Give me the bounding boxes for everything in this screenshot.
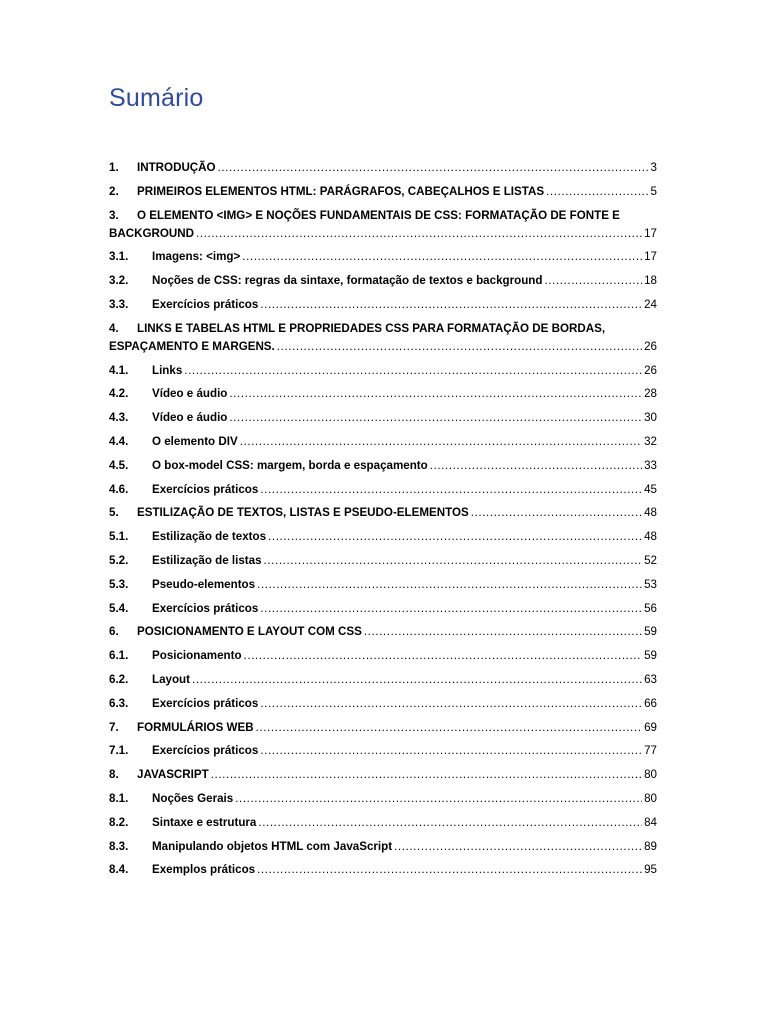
toc-entry-title: PRIMEIROS ELEMENTOS HTML: PARÁGRAFOS, CABEÇALHOS E LISTAS <box>137 184 545 198</box>
toc-entry[interactable] <box>109 623 657 641</box>
toc-entry-page: 45 <box>644 482 657 496</box>
toc-entry-title: Links <box>152 363 183 377</box>
toc-entry-page: 28 <box>644 387 657 401</box>
dot-leader <box>430 457 642 475</box>
toc-entry-page: 32 <box>644 434 657 448</box>
dot-leader <box>256 719 643 737</box>
toc-entry-page: 63 <box>644 672 657 686</box>
toc-entry-page: 66 <box>644 696 657 710</box>
toc-entry[interactable] <box>109 320 657 356</box>
toc-entry-page: 59 <box>644 625 657 639</box>
dot-leader <box>184 362 642 380</box>
dot-leader <box>229 409 642 427</box>
toc-entry-number: 3.3. <box>109 297 129 311</box>
toc-entry-title: Estilização de listas <box>152 553 262 567</box>
toc-entry-number: 5.4. <box>109 601 129 615</box>
toc-entry[interactable] <box>109 814 657 832</box>
dot-leader <box>258 814 642 832</box>
toc-entry-number: 8. <box>109 768 119 782</box>
toc-entry-number: 1. <box>109 161 119 174</box>
dot-leader <box>260 600 642 618</box>
toc-entry-page: 56 <box>644 601 657 615</box>
toc-entry[interactable] <box>109 766 657 784</box>
toc-entry-title: FORMULÁRIOS WEB <box>137 720 254 734</box>
toc-entry-number: 6.1. <box>109 649 129 663</box>
toc-entry[interactable] <box>109 159 657 177</box>
toc-entry-number: 3.1. <box>109 250 129 264</box>
toc-entry[interactable] <box>109 528 657 546</box>
toc-entry-title: Exercícios práticos <box>152 482 259 496</box>
toc-entry-page: 17 <box>644 250 657 264</box>
toc-entry[interactable] <box>109 207 657 243</box>
dot-leader <box>257 861 642 879</box>
toc-entry-title: Exercícios práticos <box>152 297 259 311</box>
toc-entry-page: 80 <box>644 791 657 805</box>
toc-entry-number: 6.2. <box>109 672 129 686</box>
toc-entry-number: 5.2. <box>109 553 129 567</box>
toc-entry-page: 48 <box>644 506 657 520</box>
toc-entry-page: 89 <box>644 839 657 853</box>
toc-title: Sumário <box>109 84 204 112</box>
dot-leader <box>364 623 642 641</box>
toc-entry-page: 95 <box>644 863 657 877</box>
toc-entry-title-continued: BACKGROUND <box>109 226 195 240</box>
toc-entry[interactable] <box>109 576 657 594</box>
toc-entry-page: 33 <box>644 458 657 472</box>
toc-entry-title: Vídeo e áudio <box>152 411 228 425</box>
toc-entry-title-continued: ESPAÇAMENTO E MARGENS. <box>109 339 275 353</box>
toc-entry-title: Posicionamento <box>152 649 242 663</box>
toc-entry[interactable] <box>109 695 657 713</box>
dot-leader <box>544 272 642 290</box>
toc-entry-title: LINKS E TABELAS HTML E PROPRIEDADES CSS PARA FORMATAÇÃO DE BORDAS, <box>137 321 606 335</box>
toc-entry-page: 77 <box>644 744 657 758</box>
toc-entry-number: 7. <box>109 720 119 734</box>
toc-entry-number: 8.1. <box>109 791 129 805</box>
dot-leader <box>546 183 648 201</box>
toc-entry-title: O box-model CSS: margem, borda e espaçamento <box>152 458 428 472</box>
toc-entry-number: 4.2. <box>109 387 129 401</box>
toc-entry-page: 48 <box>644 530 657 544</box>
toc-entry[interactable] <box>109 600 657 618</box>
toc-entry-number: 7.1. <box>109 744 129 758</box>
toc-entry-number: 2. <box>109 184 119 198</box>
toc-entry[interactable] <box>109 552 657 570</box>
dot-leader <box>471 504 642 522</box>
toc-entry-number: 6.3. <box>109 696 129 710</box>
dot-leader <box>260 481 642 499</box>
toc-entry[interactable] <box>109 742 657 760</box>
toc-entry-title: Sintaxe e estrutura <box>152 815 257 829</box>
toc-entry[interactable] <box>109 504 657 522</box>
toc-entry-title: Exercícios práticos <box>152 744 259 758</box>
toc-entry[interactable] <box>109 481 657 499</box>
toc-entry-title: Estilização de textos <box>152 530 267 544</box>
toc-entry[interactable] <box>109 790 657 808</box>
dot-leader <box>260 695 642 713</box>
toc-entry-page: 26 <box>644 339 657 353</box>
toc-entry-number: 8.2. <box>109 815 129 829</box>
toc-entry-title: Imagens: <img> <box>152 250 241 264</box>
toc-entry-page: 17 <box>644 226 657 240</box>
toc-entry-title: Layout <box>152 672 191 686</box>
dot-leader <box>192 671 642 689</box>
toc-entry-number: 5. <box>109 506 119 520</box>
dot-leader <box>264 552 643 570</box>
toc-entry-page: 59 <box>644 649 657 663</box>
toc-entry-number: 4. <box>109 321 119 335</box>
toc-entry-page: 52 <box>644 553 657 567</box>
toc-entry[interactable] <box>109 183 657 201</box>
toc-entry[interactable] <box>109 671 657 689</box>
dot-leader <box>196 225 642 243</box>
toc-entry-page: 53 <box>644 577 657 591</box>
toc-entry-number: 4.3. <box>109 411 129 425</box>
toc-entry[interactable] <box>109 272 657 290</box>
dot-leader <box>242 248 642 266</box>
toc-entry-page: 26 <box>644 363 657 377</box>
toc-entry-number: 8.4. <box>109 863 129 877</box>
dot-leader <box>240 433 642 451</box>
toc-entry[interactable] <box>109 433 657 451</box>
dot-leader <box>235 790 642 808</box>
toc-entry-title: Noções de CSS: regras da sintaxe, formatação de textos e background <box>152 274 543 288</box>
toc-entry-number: 5.3. <box>109 577 129 591</box>
toc-entry[interactable] <box>109 248 657 266</box>
toc-entry-page: 30 <box>644 411 657 425</box>
toc-entry-number: 3. <box>109 208 119 222</box>
table-of-contents <box>109 159 659 885</box>
dot-leader <box>244 647 643 665</box>
toc-entry[interactable] <box>109 457 657 475</box>
toc-entry[interactable] <box>109 385 657 403</box>
toc-entry-title: Exercícios práticos <box>152 601 259 615</box>
toc-entry-number: 4.5. <box>109 458 129 472</box>
toc-entry[interactable] <box>109 719 657 737</box>
toc-entry[interactable] <box>109 409 657 427</box>
toc-entry-title: POSICIONAMENTO E LAYOUT COM CSS <box>137 625 362 639</box>
toc-entry-title: ESTILIZAÇÃO DE TEXTOS, LISTAS E PSEUDO-ELEMENTOS <box>137 506 469 520</box>
toc-entry-title: JAVASCRIPT <box>137 768 209 782</box>
toc-entry[interactable] <box>109 838 657 856</box>
toc-entry[interactable] <box>109 647 657 665</box>
dot-leader <box>229 385 642 403</box>
toc-entry-page: 5 <box>650 184 657 198</box>
toc-entry-title: Exercícios práticos <box>152 696 259 710</box>
toc-entry-page: 24 <box>644 297 657 311</box>
toc-entry-title: O elemento DIV <box>152 434 238 448</box>
toc-entry-number: 6. <box>109 625 119 639</box>
toc-entry[interactable] <box>109 861 657 879</box>
toc-entry-page: 3 <box>650 161 657 174</box>
toc-entry-number: 3.2. <box>109 274 129 288</box>
toc-entry-title: Noções Gerais <box>152 791 234 805</box>
toc-entry-title: Pseudo-elementos <box>152 577 256 591</box>
toc-entry-number: 4.6. <box>109 482 129 496</box>
dot-leader <box>211 766 642 784</box>
toc-entry-number: 5.1. <box>109 530 129 544</box>
toc-entry-number: 4.4. <box>109 434 129 448</box>
dot-leader <box>277 338 642 356</box>
toc-entry[interactable] <box>109 362 657 380</box>
dot-leader <box>257 576 642 594</box>
toc-entry-page: 69 <box>644 720 657 734</box>
toc-entry-number: 4.1. <box>109 363 129 377</box>
dot-leader <box>268 528 642 546</box>
toc-entry-page: 84 <box>644 815 657 829</box>
toc-entry-title: Manipulando objetos HTML com JavaScript <box>152 839 393 853</box>
dot-leader <box>260 296 642 314</box>
toc-entry-title: INTRODUÇÃO <box>137 161 216 174</box>
toc-entry-title: O ELEMENTO <IMG> E NOÇÕES FUNDAMENTAIS DE CSS: FORMATAÇÃO DE FONTE E <box>137 208 620 222</box>
toc-entry[interactable] <box>109 296 657 314</box>
toc-entry-title: Vídeo e áudio <box>152 387 228 401</box>
dot-leader <box>260 742 642 760</box>
toc-entry-number: 8.3. <box>109 839 129 853</box>
toc-entry-page: 18 <box>644 274 657 288</box>
toc-entry-page: 80 <box>644 768 657 782</box>
toc-entry-title: Exemplos práticos <box>152 863 256 877</box>
dot-leader <box>394 838 642 856</box>
dot-leader <box>218 159 649 177</box>
